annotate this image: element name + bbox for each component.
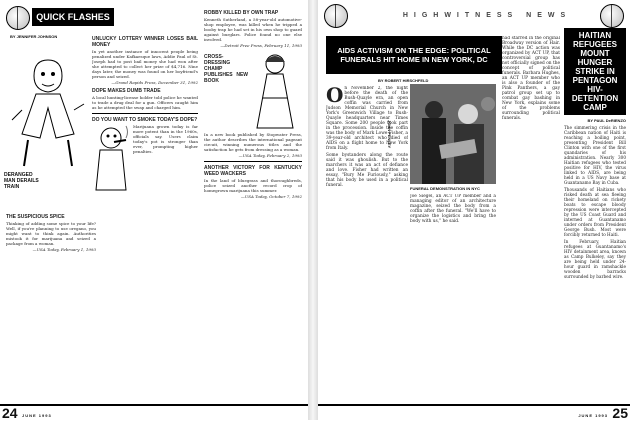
main-headline-banner (326, 36, 502, 74)
section-banner (32, 8, 114, 26)
page-fold (308, 0, 318, 420)
main-byline: BY ROBERT HIRSCHFELD (378, 78, 429, 83)
column-2 (92, 34, 198, 404)
page-number: 25 (612, 405, 628, 421)
story-body: Marijuana grown today is far more potent than in the 1960s, officials say. Users claim today's pot is stronger than ever, prompting higher penalties. (133, 124, 198, 154)
section-title: QUICK FLASHES (36, 12, 110, 22)
column-1 (6, 212, 96, 402)
story-headline: DOPE MAKES DUMB TRADE (92, 88, 161, 94)
story-source: —USA Today, February 2, 1993 (238, 153, 302, 158)
divider (92, 113, 198, 114)
sidebar (564, 4, 626, 400)
main-body-2: Some bystanders along the route said it was ghoulish. But to the marchers it was an act of defiance and love. Fisher had written an essay, "Bury Me Furiously," asking that his body be used in a political funeral. (326, 153, 408, 188)
story-body: In the land of bluegrass and thoroughbreds, police seized another record crop of homegrown marijuana this summer. (204, 178, 302, 193)
main-body-4: Joe Siegel, an ACT UP member and a managing editor of an architecture magazine, seized the body from a coffin after the funeral. "We'll have to organize the logistics and bring the body with us," he said. (410, 194, 496, 224)
story-source: —Grand Rapids Press, December 31, 1992 (111, 80, 198, 85)
cartoon-illustration (8, 50, 88, 170)
story-headline: ANOTHER VICTORY FOR KENTUCKY WEED WACKERS (204, 165, 302, 177)
story-headline: ROBBY KILLED BY OWN TRAP (204, 10, 279, 16)
story-body: Thinking of adding some spice to your life? Well, if you're planning to use oregano, you might want to think again. Authorities mistook it for marijuana and seized a package from a woman. (6, 221, 96, 246)
photo-caption: FUNERAL DEMONSTRATION IN NYC (410, 186, 480, 191)
footer-date: JUNE 1993 (578, 413, 608, 418)
divider (204, 161, 302, 162)
left-page (0, 0, 308, 420)
story-body: A local hunting-license holder told police he wanted to trade a drug deal for a gun. Officers caught him as he attempted the swap and charged him. (92, 95, 198, 110)
footer (318, 404, 630, 420)
story-headline: CROSS-DRESSING CHAMP PUBLISHES NEW BOOK (204, 54, 248, 84)
column-3 (204, 8, 302, 402)
sidebar-body-2: Thousands of Haitians who risked death at sea fleeing their homeland on rickety boats to escape bloody repression were intercepted by the US Coast Guard and interned at Guantanamo under orders from President George Bush. Most were forcibly returned to Haiti. (564, 187, 626, 237)
story-source: —USA Today, February 1, 1993 (32, 247, 96, 252)
photo-credit: JOHN PENLEY (387, 120, 392, 149)
drop-cap: O (326, 86, 344, 107)
sidebar-byline: BY PAUL DeRIENZO (587, 118, 626, 123)
story-body: In yet another instance of innocent people being penalized under Kafkaesque laws, Addie Paul of St. Joseph had to post bail money she had won after she attempted to collect her prize of $4,716. Nine days later, the money was found on her boyfriend's person and seized. (92, 49, 198, 79)
cross-dresser-illustration (251, 52, 299, 132)
sidebar-body-1: The simmering crisis in the Caribbean nation of Haiti is reaching a boiling point, presenting President Bill Clinton with one of the first quandaries of his administration. Nearly 300 Haitian refugees who tested positive for HIV, the virus linked to AIDS, are being held in a US Navy base at Guantanamo Bay in Cuba. (564, 125, 626, 185)
funeral-photo (410, 84, 496, 184)
byline: BY JENNIFER JOHNSON (10, 34, 58, 39)
footer-date: JUNE 1993 (22, 413, 52, 418)
main-headline: AIDS ACTIVISM ON THE EDGE: POLITICAL FUNERALS HIT HOME IN NEW YORK, DC (337, 46, 491, 64)
story-body: Kenneth Sutherland, a 58-year-old automotive-shop employee, was killed when he tripped a booby trap he had set in his own shop to guard against burglars. Police found no one else involved. (204, 17, 302, 42)
sidebar-headline: HAITIAN REFUGEES MOUNT HUNGER STRIKE IN PENTAGON HIV-DETENTION CAMP (564, 28, 626, 115)
main-column-3 (502, 36, 560, 400)
main-column-1 (326, 86, 408, 400)
story-source: —USA Today, October 7, 1992 (240, 194, 302, 199)
globe-icon (6, 6, 30, 30)
story-source: —Detroit Free Press, February 11, 1993 (220, 43, 302, 48)
globe-icon (600, 4, 624, 28)
story-headline: THE SUSPICIOUS SPICE (6, 214, 65, 220)
cartoon-caption: DERANGED MAN DERAILS TRAIN (4, 172, 39, 190)
smoker-illustration (92, 124, 130, 194)
page-number: 24 (2, 405, 18, 421)
main-body-1: n November 2, the night before the death of the Bush-Quayle era, an open coffin was carried from Judson Memorial Church in New York's Greenwich Village to Bush-Quayle headquarters near Times Square. Some 200 people took part in the procession. Inside the coffin was the body of Mark Lowe Fisher, a 39-year-old architect who died of AIDS on a flight home to New York from Italy. (326, 86, 408, 151)
story-headline: DO YOU WANT TO SMOKE TODAY'S DOPE? (92, 117, 198, 123)
footer (0, 404, 308, 420)
story-headline: UNLUCKY LOTTERY WINNER LOSES BAIL MONEY (92, 36, 198, 48)
right-page (318, 0, 630, 420)
story-body: In a new book published by Stopwater Press, the author describes the international pageant circuit, winning numerous titles and the satisfaction he gets from dressing as a woman. (204, 132, 302, 152)
sidebar-body-3: In February, Haitian refugees at Guantanamo's HIV detainment area, known as Camp Bulkeley, say they are being held under 24-hour guard in ramshackle wooden barracks surrounded by barbed wire. (564, 239, 626, 279)
main-body-3: had starred in the original Broadway version of Hair. While the DC action was organized by ACT UP, that controversial group has not officially signed on the concept of political funerals. Barbara Hughes, an ACT UP member who is also a founder of the Pink Panthers, a gay patrol group set up to combat gay bashing in New York, explains some of the problems surrounding political funerals. (502, 36, 560, 121)
globe-icon (324, 4, 348, 28)
section-title: HIGHWITNESS NEWS (402, 12, 572, 19)
main-column-2 (410, 194, 496, 400)
